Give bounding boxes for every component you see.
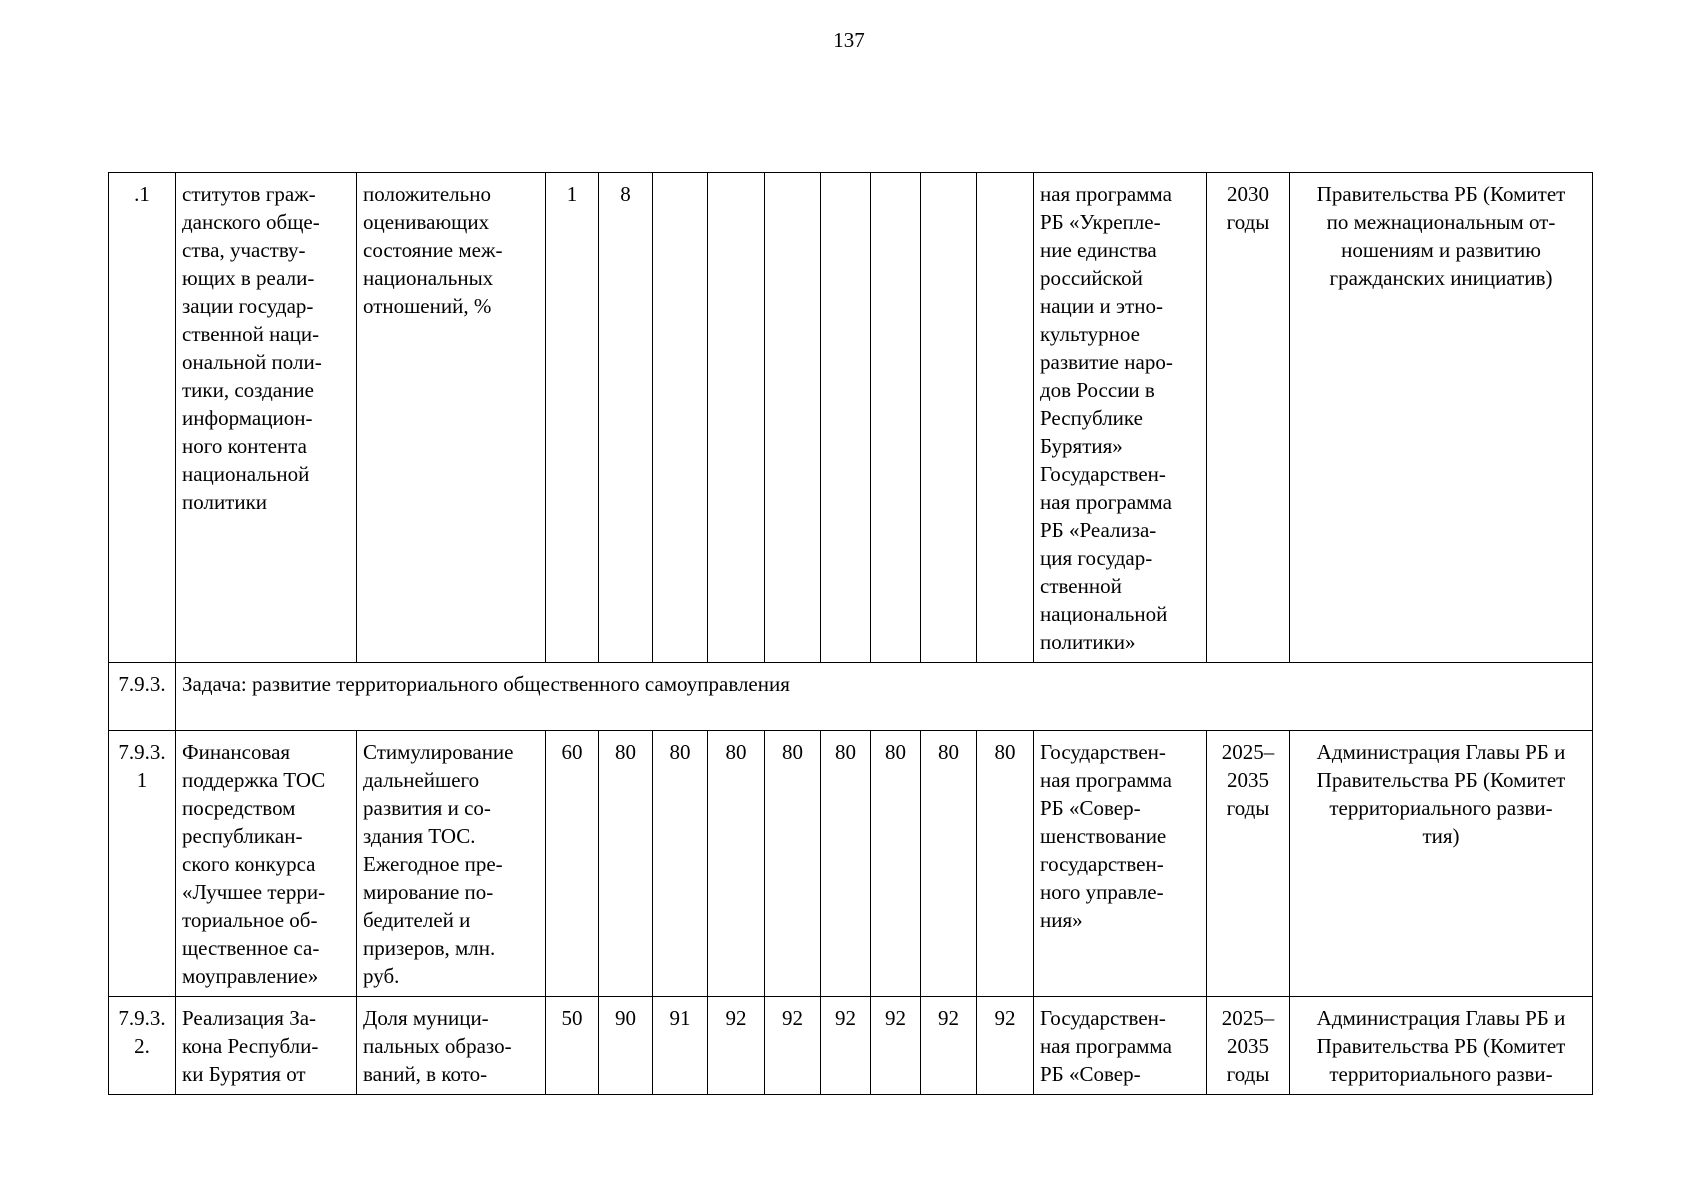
program-text: ная программа РБ «Укрепле- ние единства российской нации и этно- культурное развитие наро- дов России в Республике Бурятия» Государствен- ная программа РБ «Реализа- ция государ- ственной национальной политики» bbox=[1034, 173, 1207, 663]
value-cell bbox=[921, 173, 977, 663]
value-cell: 91 bbox=[653, 997, 708, 1095]
measure-name: ститутов граж- данского обще- ства, участву- ющих в реали- зации государ- ственной наци- ональной поли- тики, создание информацион- ного контента национальной политики bbox=[176, 173, 357, 663]
value-cell: 92 bbox=[765, 997, 821, 1095]
value-cell: 80 bbox=[653, 731, 708, 997]
value-cell: 80 bbox=[977, 731, 1034, 997]
years-text: 2025– 2035 годы bbox=[1207, 731, 1290, 997]
value-cell bbox=[977, 173, 1034, 663]
value-cell bbox=[821, 173, 871, 663]
program-text: Государствен- ная программа РБ «Совер- шенствование государствен- ного управле- ния» bbox=[1034, 731, 1207, 997]
value-cell bbox=[765, 173, 821, 663]
value-cell: 80 bbox=[821, 731, 871, 997]
value-cell: 80 bbox=[765, 731, 821, 997]
value-cell: 92 bbox=[921, 997, 977, 1095]
table-row bbox=[109, 731, 1593, 997]
value-cell: 80 bbox=[871, 731, 921, 997]
value-cell: 92 bbox=[977, 997, 1034, 1095]
value-cell bbox=[871, 173, 921, 663]
years-text: 2025– 2035 годы bbox=[1207, 997, 1290, 1095]
program-text: Государствен- ная программа РБ «Совер- bbox=[1034, 997, 1207, 1095]
value-cell bbox=[653, 173, 708, 663]
page-number: 137 bbox=[833, 28, 865, 52]
value-cell: 92 bbox=[708, 997, 765, 1095]
row-id: 7.9.3.2. bbox=[109, 997, 176, 1095]
indicator-text: Доля муници- пальных образо- ваний, в кото- bbox=[357, 997, 546, 1095]
table-row bbox=[109, 997, 1593, 1095]
value-cell: 8 bbox=[599, 173, 653, 663]
value-cell: 60 bbox=[546, 731, 599, 997]
responsible-text: Правительства РБ (Комитет по межнациональным от- ношениям и развитию гражданских инициатив) bbox=[1290, 173, 1593, 663]
indicator-text: Стимулирование дальнейшего развития и со- здания ТОС. Ежегодное пре- мирование по- бедителей и призеров, млн. руб. bbox=[357, 731, 546, 997]
value-cell: 80 bbox=[599, 731, 653, 997]
measure-name: Финансовая поддержка ТОС посредством республикан- ского конкурса «Лучшее терри- ториальное об- щественное са- моуправление» bbox=[176, 731, 357, 997]
value-cell: 92 bbox=[871, 997, 921, 1095]
value-cell: 80 bbox=[708, 731, 765, 997]
value-cell bbox=[708, 173, 765, 663]
value-cell: 92 bbox=[821, 997, 871, 1095]
measure-name: Реализация За- кона Республи- ки Бурятия от bbox=[176, 997, 357, 1095]
value-cell: 80 bbox=[921, 731, 977, 997]
value-cell: 90 bbox=[599, 997, 653, 1095]
table-row bbox=[109, 173, 1593, 663]
years-text: 2030 годы bbox=[1207, 173, 1290, 663]
responsible-text: Администрация Главы РБ и Правительства РБ (Комитет территориального разви- тия) bbox=[1290, 731, 1593, 997]
task-text: Задача: развитие территориального общественного самоуправления bbox=[176, 663, 1593, 731]
task-id: 7.9.3. bbox=[109, 663, 176, 731]
program-table bbox=[108, 172, 1593, 1095]
row-id: .1 bbox=[109, 173, 176, 663]
task-row bbox=[109, 663, 1593, 731]
row-id: 7.9.3.1 bbox=[109, 731, 176, 997]
indicator-text: положительно оценивающих состояние меж- национальных отношений, % bbox=[357, 173, 546, 663]
value-cell: 50 bbox=[546, 997, 599, 1095]
responsible-text: Администрация Главы РБ и Правительства РБ (Комитет территориального разви- bbox=[1290, 997, 1593, 1095]
value-cell: 1 bbox=[546, 173, 599, 663]
